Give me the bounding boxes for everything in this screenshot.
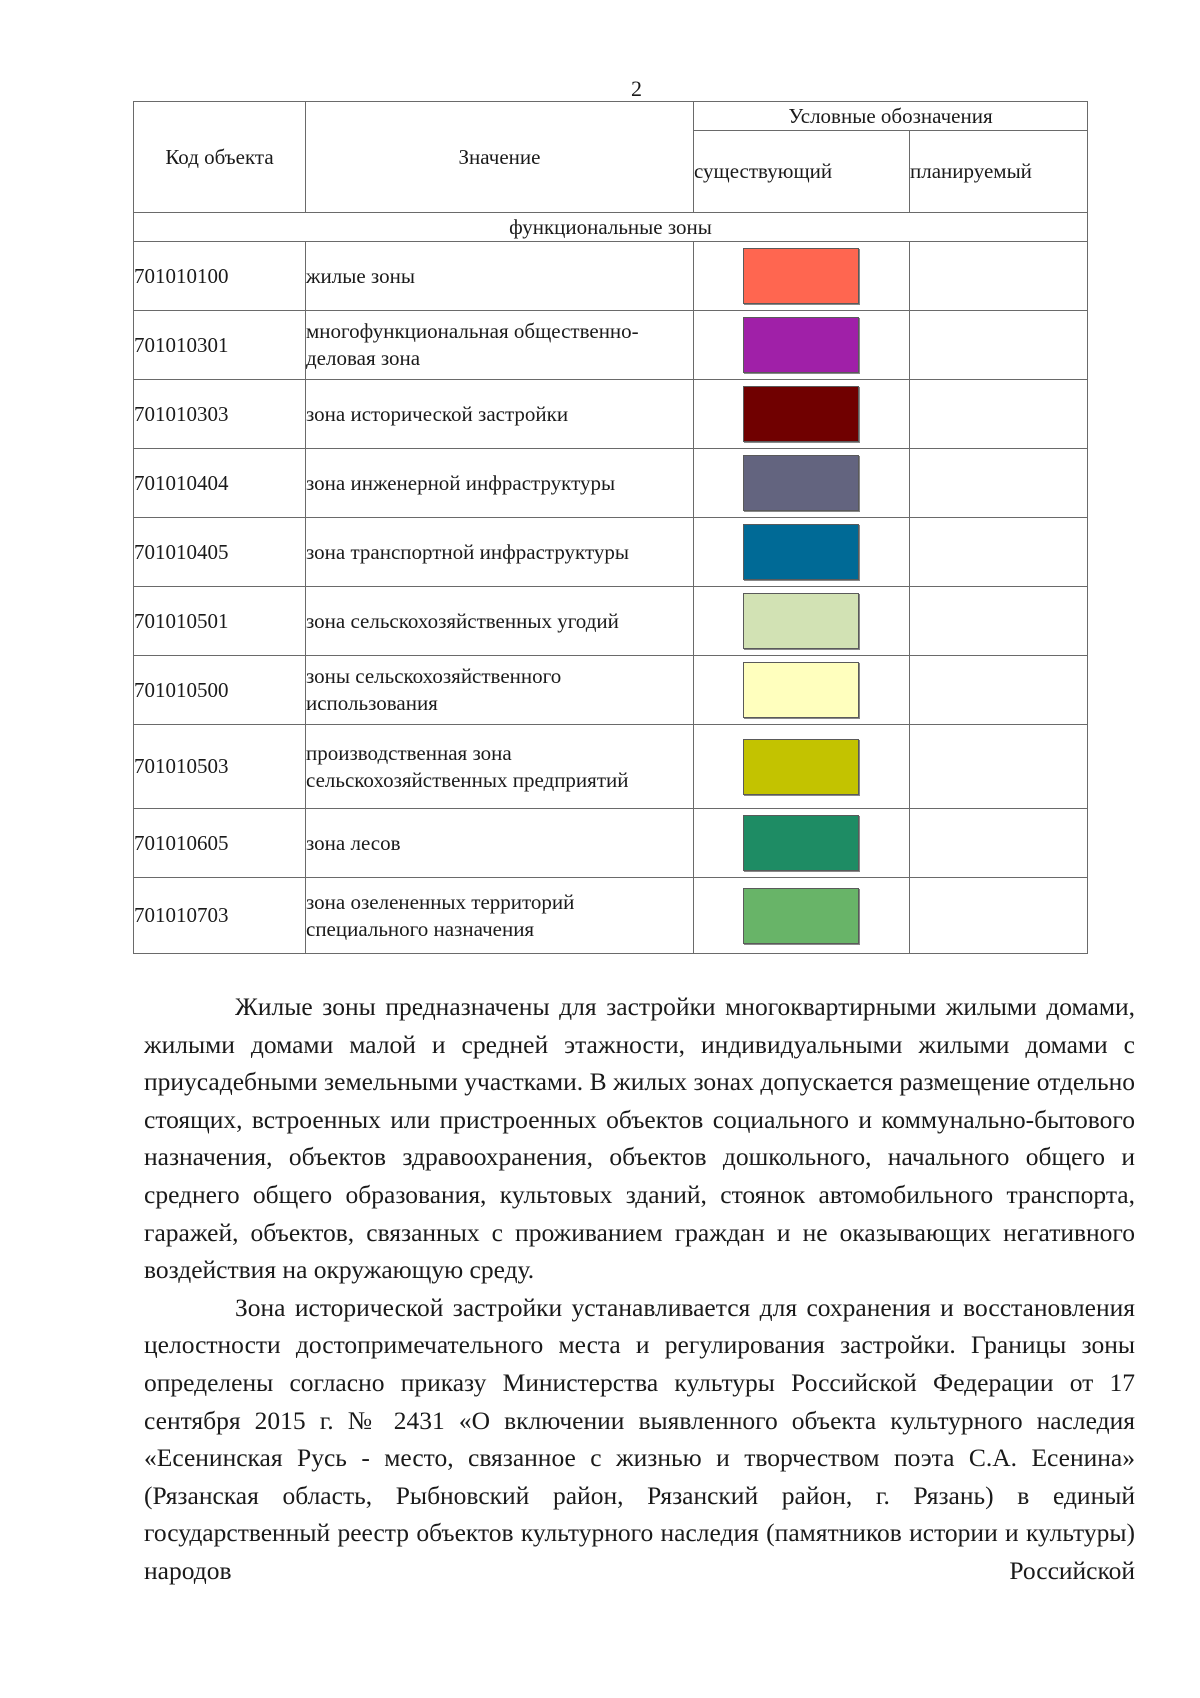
zone-color-swatch bbox=[743, 888, 859, 944]
existing-symbol-cell bbox=[694, 809, 910, 878]
existing-symbol-cell bbox=[694, 518, 910, 587]
object-code: 701010405 bbox=[134, 518, 306, 587]
zones-legend-table bbox=[133, 101, 1088, 954]
zone-color-swatch bbox=[743, 662, 859, 718]
body-text bbox=[144, 988, 1135, 1590]
existing-symbol-cell bbox=[694, 587, 910, 656]
zone-color-swatch bbox=[743, 317, 859, 373]
header-legend: Условные обозначения bbox=[694, 102, 1088, 131]
object-code: 701010500 bbox=[134, 656, 306, 725]
table-row bbox=[134, 656, 1088, 725]
planned-symbol-cell bbox=[910, 878, 1088, 954]
object-code: 701010503 bbox=[134, 725, 306, 809]
zone-color-swatch bbox=[743, 593, 859, 649]
zone-meaning: зоны сельскохозяйственного использования bbox=[306, 656, 694, 725]
legend-body bbox=[134, 213, 1088, 954]
table-row bbox=[134, 725, 1088, 809]
existing-symbol-cell bbox=[694, 878, 910, 954]
header-meaning: Значение bbox=[306, 102, 694, 213]
section-title: функциональные зоны bbox=[134, 213, 1088, 242]
zone-meaning: производственная зона сельскохозяйственных предприятий bbox=[306, 725, 694, 809]
object-code: 701010501 bbox=[134, 587, 306, 656]
object-code: 701010605 bbox=[134, 809, 306, 878]
zone-color-swatch bbox=[743, 815, 859, 871]
zone-color-swatch bbox=[743, 386, 859, 442]
table-row bbox=[134, 242, 1088, 311]
page-number: 2 bbox=[631, 76, 642, 101]
planned-symbol-cell bbox=[910, 518, 1088, 587]
existing-symbol-cell bbox=[694, 242, 910, 311]
zone-meaning: зона инженерной инфраструктуры bbox=[306, 449, 694, 518]
zone-meaning: многофункциональная общественно-деловая зона bbox=[306, 311, 694, 380]
object-code: 701010303 bbox=[134, 380, 306, 449]
zone-meaning: зона транспортной инфраструктуры bbox=[306, 518, 694, 587]
zone-color-swatch bbox=[743, 455, 859, 511]
planned-symbol-cell bbox=[910, 725, 1088, 809]
table-row bbox=[134, 449, 1088, 518]
table-row bbox=[134, 878, 1088, 954]
planned-symbol-cell bbox=[910, 587, 1088, 656]
zone-meaning: зона сельскохозяйственных угодий bbox=[306, 587, 694, 656]
table-row bbox=[134, 311, 1088, 380]
planned-symbol-cell bbox=[910, 809, 1088, 878]
zone-meaning: зона исторической застройки bbox=[306, 380, 694, 449]
table-row bbox=[134, 587, 1088, 656]
paragraph-residential-zones: Жилые зоны предназначены для застройки многоквартирными жилыми домами, жилыми домами малой и средней этажности, индивидуальными жилыми домами с приусадебными земельными участками. В жилых зонах допускается размещение отдельно стоящих, встроенных или пристроенных объектов социального и коммунально-бытового назначения, объектов здравоохранения, объектов дошкольного, начального общего и среднего общего образования, культовых зданий, стоянок автомобильного транспорта, гаражей, объектов, связанных с проживанием граждан и не оказывающих негативного воздействия на окружающую среду. bbox=[144, 992, 1135, 1285]
table-row bbox=[134, 518, 1088, 587]
zone-color-swatch bbox=[743, 524, 859, 580]
object-code: 701010404 bbox=[134, 449, 306, 518]
existing-symbol-cell bbox=[694, 380, 910, 449]
paragraph-historic-zone: Зона исторической застройки устанавливается для сохранения и восстановления целостности достопримечательного места и регулирования застройки. Границы зоны определены согласно приказу Министерства культуры Российской Федерации от 17 сентября 2015 г. № 2431 «О включении выявленного объекта культурного наследия «Есенинская Русь - место, связанное с жизнью и творчеством поэта С.А. Есенина» (Рязанская область, Рыбновский район, Рязанский район, г. Рязань) в единый государственный реестр объектов культурного наследия (памятников истории и культуры) народов Российской bbox=[144, 1292, 1135, 1585]
zone-meaning: зона лесов bbox=[306, 809, 694, 878]
existing-symbol-cell bbox=[694, 656, 910, 725]
planned-symbol-cell bbox=[910, 380, 1088, 449]
header-planned: планируемый bbox=[910, 131, 1088, 213]
object-code: 701010703 bbox=[134, 878, 306, 954]
zone-meaning: жилые зоны bbox=[306, 242, 694, 311]
planned-symbol-cell bbox=[910, 449, 1088, 518]
zone-color-swatch bbox=[743, 739, 859, 795]
planned-symbol-cell bbox=[910, 656, 1088, 725]
table-row bbox=[134, 809, 1088, 878]
header-existing: существующий bbox=[694, 131, 910, 213]
zone-meaning: зона озелененных территорий специального назначения bbox=[306, 878, 694, 954]
object-code: 701010301 bbox=[134, 311, 306, 380]
existing-symbol-cell bbox=[694, 311, 910, 380]
table-row bbox=[134, 380, 1088, 449]
object-code: 701010100 bbox=[134, 242, 306, 311]
existing-symbol-cell bbox=[694, 725, 910, 809]
planned-symbol-cell bbox=[910, 242, 1088, 311]
existing-symbol-cell bbox=[694, 449, 910, 518]
planned-symbol-cell bbox=[910, 311, 1088, 380]
header-object-code: Код объекта bbox=[134, 102, 306, 213]
zone-color-swatch bbox=[743, 248, 859, 304]
